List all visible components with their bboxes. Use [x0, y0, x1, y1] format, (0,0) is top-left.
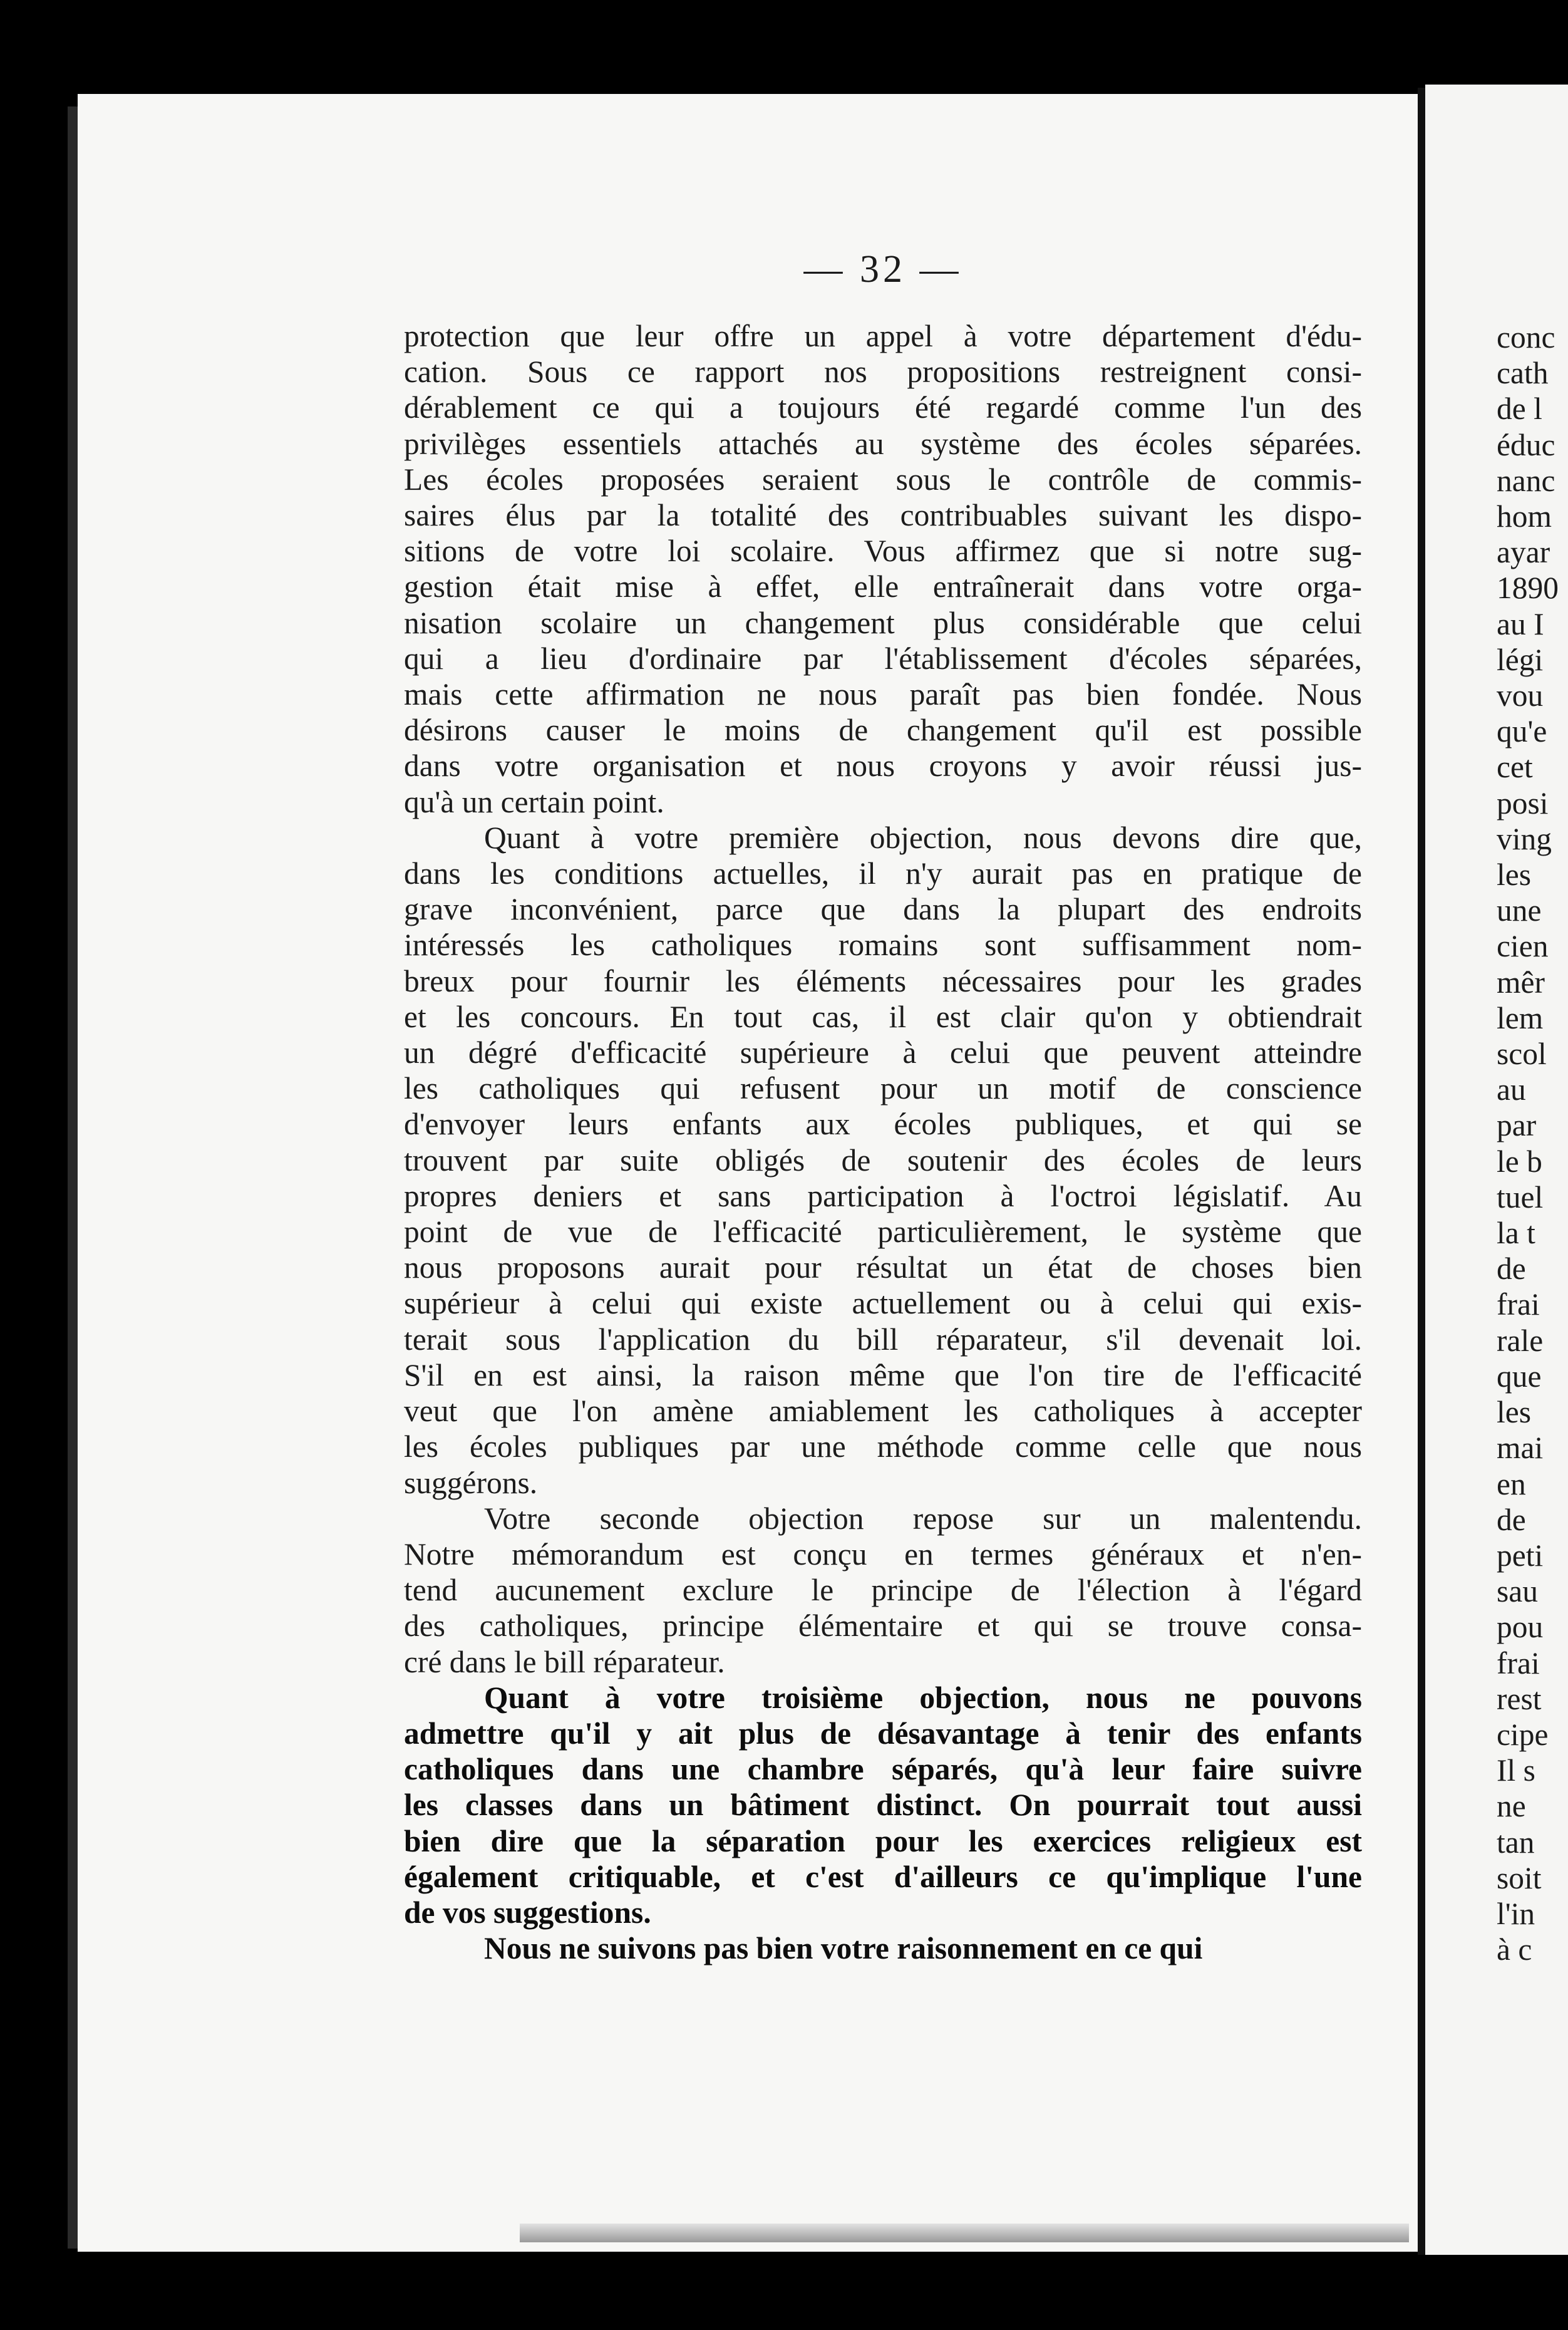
- next-page-fragment: vou: [1497, 678, 1544, 713]
- next-page-fragment: mai: [1497, 1431, 1544, 1466]
- text-line: breux pour fournir les éléments nécessaires pour les grades: [404, 963, 1362, 998]
- text-line: qui a lieu d'ordinaire par l'établissement d'écoles séparées,: [404, 641, 1362, 676]
- next-page-fragment: lem: [1497, 1000, 1544, 1035]
- page-number: — 32 —: [803, 248, 962, 291]
- next-page-fragment: ving: [1497, 821, 1552, 856]
- text-line: dans les conditions actuelles, il n'y aurait pas en pratique de: [404, 856, 1362, 891]
- next-page-text-fragments: [1497, 319, 1568, 1967]
- text-line: veut que l'on amène amiablement les catholiques à accepter: [404, 1394, 1362, 1429]
- text-line: et les concours. En tout cas, il est clair qu'on y obtiendrait: [404, 999, 1362, 1034]
- text-line: mais cette affirmation ne nous paraît pas bien fondée. Nous: [404, 677, 1362, 712]
- text-line: terait sous l'application du bill réparateur, s'il devenait loi.: [404, 1322, 1362, 1357]
- next-page-fragment: ne: [1497, 1789, 1526, 1824]
- next-page-fragment: nanc: [1497, 463, 1555, 498]
- text-line: des catholiques, principe élémentaire et qui se trouve consa-: [404, 1608, 1362, 1644]
- text-line: également critiquable, et c'est d'ailleurs ce qu'implique l'une: [404, 1859, 1362, 1894]
- page-fold-edge: [1418, 88, 1425, 2255]
- next-page-fragment: à c: [1497, 1932, 1532, 1967]
- next-page-fragment: éduc: [1497, 427, 1555, 462]
- next-page-fragment: cien: [1497, 929, 1549, 964]
- text-line: tend aucunement exclure le principe de l'élection à l'égard: [404, 1573, 1362, 1608]
- text-line: intéressés les catholiques romains sont suffisamment nom-: [404, 928, 1362, 963]
- text-line: suggérons.: [404, 1465, 538, 1500]
- text-line: d'envoyer leurs enfants aux écoles publiques, et qui se: [404, 1107, 1362, 1142]
- next-page-fragment: Il s: [1497, 1753, 1535, 1788]
- text-line: admettre qu'il y ait plus de désavantage à tenir des enfants: [404, 1716, 1362, 1751]
- text-line: S'il en est ainsi, la raison même que l'on tire de l'efficacité: [404, 1357, 1362, 1392]
- text-line: les classes dans un bâtiment distinct. On pourrait tout aussi: [404, 1788, 1362, 1823]
- text-line: supérieur à celui qui existe actuellement ou à celui qui exis-: [404, 1286, 1362, 1321]
- text-line: cré dans le bill réparateur.: [404, 1644, 725, 1679]
- text-line: Notre mémorandum est conçu en termes généraux et n'en-: [404, 1536, 1362, 1571]
- binding-gutter: [68, 106, 78, 2249]
- next-page-fragment: soit: [1497, 1860, 1542, 1895]
- text-line: gestion était mise à effet, elle entraînerait dans votre orga-: [404, 569, 1362, 604]
- text-line: désirons causer le moins de changement qu'il est possible: [404, 713, 1362, 748]
- text-line: bien dire que la séparation pour les exercices religieux est: [404, 1823, 1362, 1858]
- next-page-fragment: l'in: [1497, 1896, 1535, 1931]
- text-line: nisation scolaire un changement plus considérable que celui: [404, 605, 1362, 640]
- next-page-fragment: au: [1497, 1072, 1526, 1107]
- text-line: catholiques dans une chambre séparés, qu'à leur faire suivre: [404, 1752, 1362, 1787]
- text-line: un dégré d'efficacité supérieure à celui que peuvent atteindre: [404, 1035, 1362, 1070]
- next-page-fragment: de: [1497, 1251, 1526, 1287]
- page-edge-shadow: [520, 2224, 1409, 2242]
- next-page-fragment: la t: [1497, 1216, 1535, 1251]
- text-line: point de vue de l'efficacité particulièrement, le système que: [404, 1214, 1362, 1250]
- next-page-fragment: les: [1497, 1395, 1531, 1430]
- next-page-fragment: hom: [1497, 499, 1552, 534]
- text-line: dans votre organisation et nous croyons y avoir réussi jus-: [404, 748, 1362, 784]
- text-line: les catholiques qui refusent pour un motif de conscience: [404, 1071, 1362, 1106]
- text-line: propres deniers et sans participation à l'octroi législatif. Au: [404, 1178, 1362, 1213]
- text-line: grave inconvénient, parce que dans la plupart des endroits: [404, 892, 1362, 927]
- next-page-fragment: cet: [1497, 750, 1533, 785]
- next-page-fragment: cath: [1497, 356, 1549, 391]
- next-page-fragment: de l: [1497, 391, 1542, 427]
- next-page-fragment: conc: [1497, 320, 1555, 355]
- text-line: trouvent par suite obligés de soutenir des écoles de leurs: [404, 1142, 1362, 1178]
- next-page-fragment: en: [1497, 1466, 1526, 1501]
- next-page-fragment: de: [1497, 1502, 1526, 1537]
- next-page-fragment: frai: [1497, 1287, 1540, 1322]
- next-page-fragment: rest: [1497, 1681, 1542, 1716]
- text-line: privilèges essentiels attachés au système des écoles séparées.: [404, 426, 1362, 461]
- text-line: cation. Sous ce rapport nos propositions restreignent consi-: [404, 355, 1362, 390]
- text-line: dérablement ce qui a toujours été regardé comme l'un des: [404, 390, 1362, 425]
- next-page-fragment: légi: [1497, 642, 1544, 677]
- next-page-fragment: le b: [1497, 1144, 1542, 1179]
- next-page-fragment: que: [1497, 1359, 1542, 1394]
- next-page-fragment: ayar: [1497, 535, 1550, 570]
- next-page-fragment: tuel: [1497, 1179, 1544, 1214]
- text-line: Les écoles proposées seraient sous le contrôle de commis-: [404, 462, 1362, 497]
- next-page-fragment: au I: [1497, 606, 1544, 641]
- text-line: les écoles publiques par une méthode comme celle que nous: [404, 1429, 1362, 1464]
- next-page-fragment: scol: [1497, 1037, 1547, 1072]
- text-line: protection que leur offre un appel à votre département d'édu-: [404, 319, 1362, 353]
- next-page-fragment: frai: [1497, 1645, 1540, 1680]
- next-page-fragment: les: [1497, 857, 1531, 893]
- next-page-fragment: peti: [1497, 1538, 1544, 1573]
- text-line: Quant à votre troisième objection, nous ne pouvons: [484, 1680, 1362, 1715]
- text-line: nous proposons aurait pour résultat un état de choses bien: [404, 1250, 1362, 1285]
- text-line: de vos suggestions.: [404, 1895, 651, 1930]
- next-page-fragment: rale: [1497, 1323, 1544, 1358]
- page-body-text: [404, 318, 1362, 1966]
- next-page-fragment: 1890: [1497, 571, 1559, 606]
- next-page-fragment: par: [1497, 1108, 1537, 1143]
- next-page-fragment: qu'e: [1497, 714, 1547, 749]
- text-line: Nous ne suivons pas bien votre raisonnement en ce qui: [484, 1931, 1203, 1966]
- next-page-fragment: mêr: [1497, 965, 1545, 1000]
- text-line: saires élus par la totalité des contribuables suivant les dispo-: [404, 498, 1362, 533]
- next-page-fragment: pou: [1497, 1610, 1544, 1645]
- text-line: sitions de votre loi scolaire. Vous affirmez que si notre sug-: [404, 534, 1362, 569]
- next-page-fragment: sau: [1497, 1574, 1538, 1609]
- next-page-fragment: tan: [1497, 1825, 1535, 1860]
- next-page-fragment: posi: [1497, 785, 1549, 821]
- next-page-fragment: une: [1497, 893, 1542, 928]
- next-page-fragment: cipe: [1497, 1717, 1549, 1752]
- text-line: qu'à un certain point.: [404, 784, 664, 819]
- text-line: Votre seconde objection repose sur un malentendu.: [484, 1501, 1362, 1536]
- text-line: Quant à votre première objection, nous devons dire que,: [484, 820, 1362, 855]
